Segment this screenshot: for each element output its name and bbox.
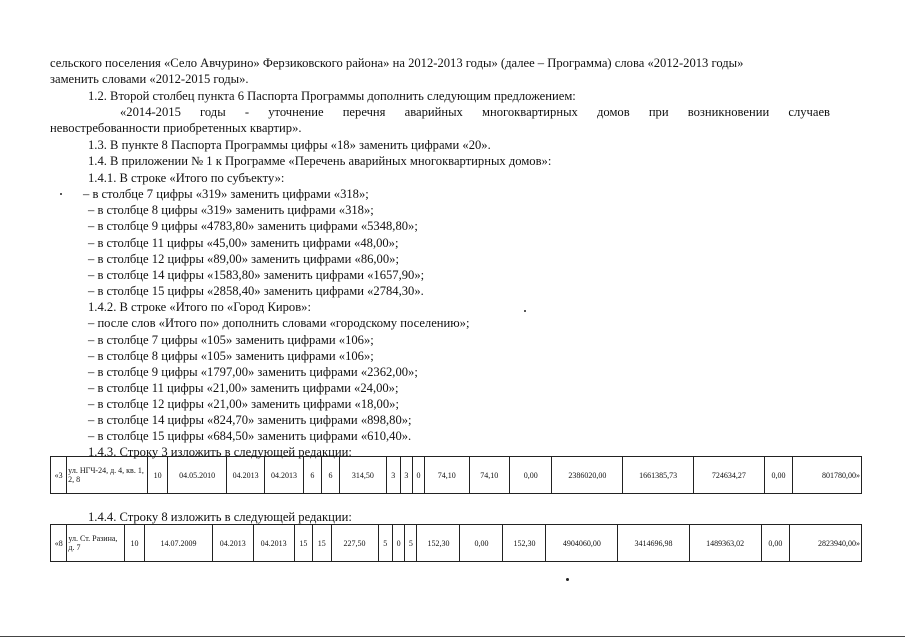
list-item: – в столбце 7 цифры «105» заменить цифрами «106»; [88, 333, 374, 347]
list-item: – в столбце 14 цифры «1583,80» заменить цифрами «1657,90»; [88, 268, 425, 282]
table-cell: 3 [386, 457, 400, 494]
table-cell: 3414696,98 [618, 525, 690, 562]
table-cell: «3 [51, 457, 67, 494]
table-cell: «8 [51, 525, 67, 562]
table-cell: 10 [124, 525, 144, 562]
table-cell: 15 [313, 525, 331, 562]
table-cell: 1489363,02 [689, 525, 761, 562]
table-cell: 0,00 [761, 525, 790, 562]
table-cell: 724634,27 [694, 457, 765, 494]
table-cell: 152,30 [417, 525, 460, 562]
table-cell: 0,00 [460, 525, 503, 562]
table-cell: 3 [400, 457, 412, 494]
text-line-2: заменить словами «2012-2015 годы». [50, 72, 249, 86]
table-cell: 152,30 [503, 525, 546, 562]
table-cell: 227,50 [331, 525, 378, 562]
scan-speck [60, 193, 62, 195]
list-item: – в столбце 9 цифры «4783,80» заменить цифрами «5348,80»; [88, 219, 418, 233]
table-cell: 04.2013 [253, 525, 294, 562]
table-cell: 5 [378, 525, 392, 562]
paragraph-1-4-4: 1.4.4. Строку 8 изложить в следующей редакции: [88, 510, 352, 524]
table-cell: 04.05.2010 [168, 457, 227, 494]
table-row-3 [50, 456, 862, 494]
table-cell: 314,50 [340, 457, 387, 494]
table-cell: 1661385,73 [623, 457, 694, 494]
table-cell: 10 [148, 457, 168, 494]
table-cell: 6 [303, 457, 321, 494]
table-cell: 2823940,00» [790, 525, 862, 562]
table-row [51, 457, 862, 494]
list-item: – в столбце 14 цифры «824,70» заменить цифрами «898,80»; [88, 413, 412, 427]
table-cell: 0,00 [509, 457, 551, 494]
paragraph-1-4-1: 1.4.1. В строке «Итого по субъекту»: [88, 171, 285, 185]
table-cell: 74,10 [469, 457, 509, 494]
paragraph-1-2: 1.2. Второй столбец пункта 6 Паспорта Программы дополнить следующим предложением: [88, 89, 576, 103]
table-cell: 2386020,00 [552, 457, 623, 494]
list-item: – в столбце 15 цифры «2858,40» заменить цифрами «2784,30». [88, 284, 424, 298]
list-item: – в столбце 7 цифры «319» заменить цифрами «318»; [83, 187, 369, 201]
table-cell: 15 [294, 525, 312, 562]
table-cell: 74,10 [425, 457, 469, 494]
paragraph-quote-end: невостребованности приобретенных квартир». [50, 121, 302, 135]
paragraph-1-3: 1.3. В пункте 8 Паспорта Программы цифры «18» заменить цифрами «20». [88, 138, 491, 152]
table-cell: 5 [405, 525, 417, 562]
table-cell: 0 [392, 525, 404, 562]
list-item: – в столбце 12 цифры «89,00» заменить цифрами «86,00»; [88, 252, 399, 266]
list-item: – после слов «Итого по» дополнить словами «городскому поселению»; [88, 316, 470, 330]
paragraph-quote-line: «2014-2015 годы - уточнение перечня аварийных многоквартирных домов при возникновении случаев [120, 105, 830, 119]
table-cell: 14.07.2009 [145, 525, 213, 562]
table-cell: 0 [412, 457, 424, 494]
list-item: – в столбце 12 цифры «21,00» заменить цифрами «18,00»; [88, 397, 399, 411]
table-cell: ул. НГЧ-24, д. 4, кв. 1, 2, 8 [67, 457, 148, 494]
table-cell: ул. Ст. Разина, д. 7 [67, 525, 124, 562]
table-cell: 6 [321, 457, 339, 494]
list-item: – в столбце 8 цифры «319» заменить цифрами «318»; [88, 203, 374, 217]
table-row [51, 525, 862, 562]
table-cell: 04.2013 [265, 457, 303, 494]
scan-edge-line [0, 636, 905, 637]
list-item: – в столбце 15 цифры «684,50» заменить цифрами «610,40». [88, 429, 412, 443]
paragraph-1-4-2: 1.4.2. В строке «Итого по «Город Киров»: [88, 300, 311, 314]
table-cell: 04.2013 [226, 457, 264, 494]
text-line-1: сельского поселения «Село Авчурино» Ферзиковского района» на 2012-2013 годы» (далее – Программа) слова «2012-2013 годы» [50, 56, 744, 70]
table-cell: 801780,00» [793, 457, 862, 494]
table-cell: 04.2013 [212, 525, 253, 562]
list-item: – в столбце 11 цифры «21,00» заменить цифрами «24,00»; [88, 381, 399, 395]
list-item: – в столбце 8 цифры «105» заменить цифрами «106»; [88, 349, 374, 363]
table-cell: 4904060,00 [546, 525, 618, 562]
scan-speck [566, 578, 569, 581]
scan-speck [524, 310, 526, 312]
table-row-8 [50, 524, 862, 562]
paragraph-1-4: 1.4. В приложении № 1 к Программе «Перечень аварийных многоквартирных домов»: [88, 154, 552, 168]
table-cell: 0,00 [764, 457, 792, 494]
paragraph-1-4-3: 1.4.3. Строку 3 изложить в следующей редакции: [88, 445, 352, 459]
list-item: – в столбце 11 цифры «45,00» заменить цифрами «48,00»; [88, 236, 399, 250]
list-item: – в столбце 9 цифры «1797,00» заменить цифрами «2362,00»; [88, 365, 418, 379]
